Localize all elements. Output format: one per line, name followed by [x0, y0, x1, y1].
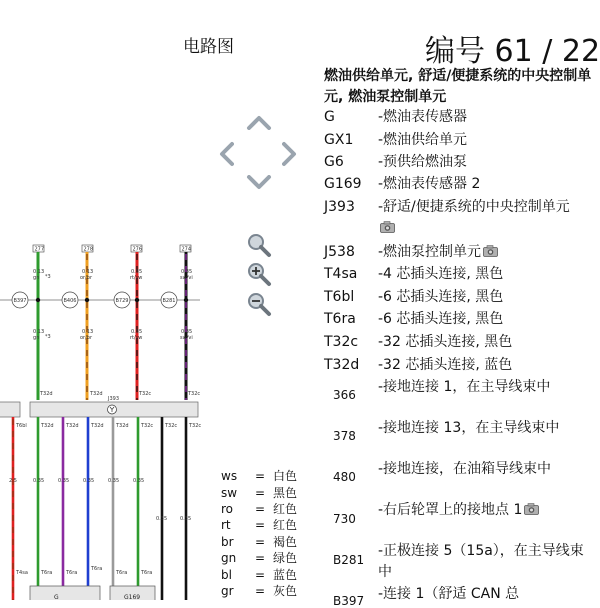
svg-text:T32c: T32c [188, 391, 201, 397]
svg-text:T6bl: T6bl [16, 423, 27, 429]
color-key-row: gn = 绿色 [221, 551, 298, 565]
legend-code: T6bl [324, 289, 355, 305]
circuit-diagram[interactable] [0, 240, 210, 600]
svg-text:0.35: 0.35 [133, 478, 145, 484]
svg-text:or/br: or/br [80, 335, 93, 341]
splice-points[interactable] [0, 292, 200, 308]
splice-B281: B281 [162, 298, 176, 304]
color-key-row: br = 褐色 [221, 535, 298, 549]
svg-text:0.35: 0.35 [180, 516, 192, 522]
pan-right-button[interactable] [282, 141, 298, 167]
lower-wire-sizes [9, 478, 191, 522]
svg-text:0.13: 0.13 [82, 269, 94, 275]
legend-code: G169 [324, 176, 362, 192]
svg-text:0.35: 0.35 [131, 329, 143, 335]
upper-wire-labels [33, 269, 193, 281]
component-G169: G169 [124, 594, 141, 600]
legend-desc: -舒适/便捷系统的中央控制单元 [378, 197, 586, 239]
svg-text:T32c: T32c [141, 423, 154, 429]
zoom-out-icon [246, 291, 272, 317]
zoom-in-icon [246, 261, 272, 287]
svg-text:*3: *3 [45, 274, 51, 280]
svg-text:T32d: T32d [41, 423, 54, 429]
color-key-row: rt = 红色 [221, 518, 298, 532]
legend-desc: -正极连接 5（15a），在主导线束中 [378, 543, 584, 580]
component-G: G [54, 594, 59, 600]
svg-text:T6ra: T6ra [141, 570, 153, 576]
svg-text:T32c: T32c [189, 423, 202, 429]
svg-text:0.35: 0.35 [108, 478, 120, 484]
upper-wires [38, 252, 186, 400]
pan-up-button[interactable] [246, 114, 272, 130]
connector-labels [39, 391, 200, 402]
camera-icon[interactable] [483, 245, 498, 257]
bottom-components[interactable] [30, 586, 155, 600]
legend-code: J538 [324, 244, 355, 260]
legend-code: T32d [324, 357, 360, 373]
svg-text:0.35: 0.35 [131, 269, 143, 275]
svg-text:sw/vi: sw/vi [180, 275, 193, 281]
pan-down-button[interactable] [246, 175, 272, 191]
svg-text:0.13: 0.13 [33, 329, 45, 335]
legend-code: 480 [333, 470, 356, 484]
color-key-row: bl = 蓝色 [221, 568, 298, 582]
ref-box-278: 278 [83, 246, 94, 253]
legend-code: B281 [333, 553, 365, 567]
mid-wire-labels [33, 329, 193, 341]
legend-desc: -32 芯插头连接, 黑色 [378, 334, 513, 350]
svg-text:0.35: 0.35 [156, 516, 168, 522]
bottom-connector-labels [15, 566, 152, 576]
svg-text:0.35: 0.35 [181, 329, 193, 335]
legend-code: J393 [324, 199, 355, 215]
legend-code: 366 [333, 388, 356, 402]
legend-code: B397 [333, 594, 365, 608]
legend-desc: -燃油泵控制单元 [378, 242, 586, 263]
legend-desc: -接地连接 1，在主导线束中 [378, 379, 551, 395]
svg-text:0.13: 0.13 [82, 329, 94, 335]
color-key-row: ws = 白色 [221, 469, 298, 483]
svg-text:*3: *3 [45, 334, 51, 340]
legend-code: T6ra [324, 311, 356, 327]
lower-pin-labels [15, 423, 201, 429]
svg-text:T32c: T32c [165, 423, 178, 429]
legend-desc: -燃油表传感器 2 [378, 176, 481, 192]
svg-text:rt/sw: rt/sw [130, 335, 143, 341]
document-title: 电路图 [183, 37, 234, 57]
ref-box-276: 276 [132, 246, 143, 253]
splice-B729: B729 [115, 298, 129, 304]
page-number: 编号 61 / 22 [425, 34, 600, 69]
legend-desc: -燃油供给单元 [378, 132, 468, 148]
legend-desc: -连接 1（舒适 CAN 总 [378, 586, 520, 602]
svg-text:J393: J393 [108, 396, 120, 402]
svg-text:T6ra: T6ra [41, 570, 53, 576]
svg-text:or/br: or/br [80, 275, 93, 281]
legend-desc: -燃油表传感器 [378, 109, 468, 125]
legend-desc: -预供给燃油泵 [378, 154, 468, 170]
ref-box-277: 277 [34, 246, 45, 253]
splice-B397: B397 [13, 298, 27, 304]
svg-text:sw/vi: sw/vi [180, 335, 193, 341]
legend-code: G6 [324, 154, 344, 170]
color-key-row: sw = 黑色 [221, 486, 298, 500]
svg-text:T6ra: T6ra [91, 566, 103, 572]
zoom-fit-button[interactable] [246, 232, 272, 258]
legend-desc: -6 芯插头连接, 黑色 [378, 289, 504, 305]
pan-left-button[interactable] [218, 141, 234, 167]
legend-desc: -32 芯插头连接, 蓝色 [378, 357, 513, 373]
svg-text:T32d: T32d [66, 423, 79, 429]
svg-text:T6ra: T6ra [66, 570, 78, 576]
svg-text:T32d: T32d [91, 423, 104, 429]
zoom-out-button[interactable] [246, 291, 272, 317]
camera-icon[interactable] [524, 503, 539, 515]
zoom-in-button[interactable] [246, 261, 272, 287]
svg-text:0.35: 0.35 [83, 478, 95, 484]
svg-text:0.35: 0.35 [33, 478, 45, 484]
legend-desc: -接地连接，在油箱导线束中 [378, 461, 552, 477]
svg-text:gn: gn [33, 275, 40, 281]
legend-desc: -6 芯插头连接, 黑色 [378, 311, 504, 327]
svg-text:gn: gn [33, 335, 40, 341]
svg-text:0.35: 0.35 [58, 478, 70, 484]
legend-code: T4sa [324, 266, 358, 282]
svg-text:T32d: T32d [116, 423, 129, 429]
splice-B406: B406 [63, 298, 77, 304]
legend-code: T32c [324, 334, 359, 350]
svg-text:0.35: 0.35 [181, 269, 193, 275]
legend-code: G [324, 109, 335, 125]
legend-desc: -接地连接 13，在主导线束中 [378, 420, 560, 436]
svg-text:0.13: 0.13 [33, 269, 45, 275]
svg-text:T4sa: T4sa [16, 570, 28, 576]
legend-code: 378 [333, 429, 356, 443]
color-key-row: ro = 红色 [221, 502, 298, 516]
svg-text:T32c: T32c [139, 391, 152, 397]
ref-box-274: 274 [181, 246, 192, 253]
camera-icon[interactable] [380, 221, 395, 233]
magnifier-icon [246, 232, 272, 258]
legend-heading: 燃油供给单元, 舒适/便捷系统的中央控制单元, 燃油泵控制单元 [324, 68, 592, 105]
svg-text:2.5: 2.5 [9, 478, 17, 484]
legend-code: GX1 [324, 132, 354, 148]
legend-code: 730 [333, 512, 356, 526]
lower-wires [13, 417, 186, 600]
color-key-row: gr = 灰色 [221, 584, 298, 598]
svg-text:T32d: T32d [40, 391, 53, 397]
j393-module[interactable] [0, 402, 198, 417]
svg-text:T6ra: T6ra [116, 570, 128, 576]
svg-text:T32d: T32d [90, 391, 103, 397]
top-reference-boxes [33, 245, 191, 253]
legend-desc: -4 芯插头连接, 黑色 [378, 266, 504, 282]
legend-desc: -右后轮罩上的接地点 1 [378, 500, 586, 521]
svg-text:rt/sw: rt/sw [130, 275, 143, 281]
